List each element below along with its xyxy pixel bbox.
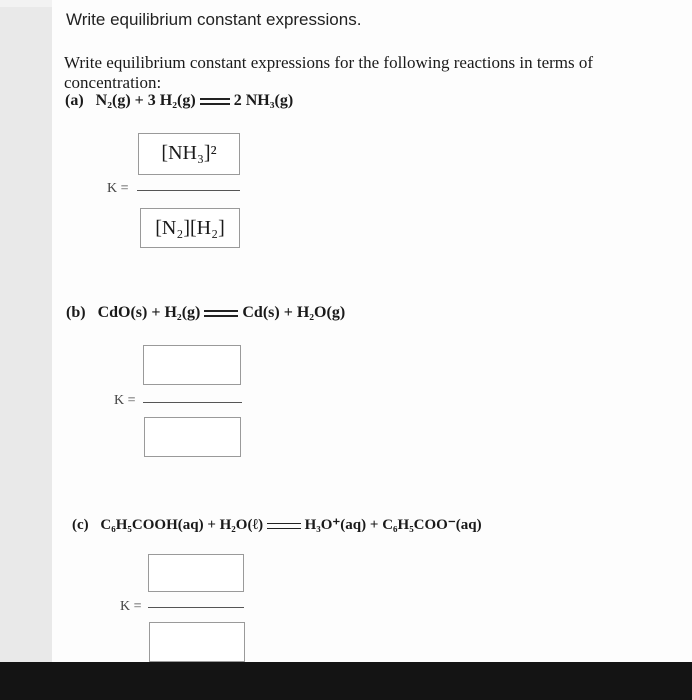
fraction-bar-a [137,190,240,191]
equilibrium-arrow-icon [200,96,230,106]
k-label-c: K = [120,599,142,614]
reaction-c-products: H₃O⁺(aq) + C₆H₅COO⁻(aq) [304,517,482,533]
bottom-bar [0,662,692,700]
instructions-text: Write equilibrium constant expressions for the following reactions in terms of concentration: [64,53,594,92]
numerator-input-c[interactable] [148,554,244,592]
reaction-a-products: 2 NH₃(g) [233,92,294,109]
denominator-input-a[interactable] [140,208,240,248]
denominator-input-b[interactable] [144,417,241,457]
equilibrium-arrow-icon [267,521,301,531]
reaction-b-label: (b) [66,304,86,321]
k-label-b: K = [114,393,136,408]
reaction-b-reactants: CdO(s) + H₂(g) [97,304,201,321]
fraction-bar-b [143,402,242,403]
reaction-a-label: (a) [65,92,84,109]
reaction-c [72,515,482,534]
reaction-b [66,304,345,322]
numerator-text-a: [NH₃]² [161,142,217,164]
reaction-a-reactants: N₂(g) + 3 H₂(g) [95,92,196,109]
denominator-input-c[interactable] [149,622,245,662]
reaction-a [65,92,293,110]
numerator-input-a[interactable] [138,133,240,175]
denominator-text-a: [N₂][H₂] [155,217,225,239]
reaction-b-products: Cd(s) + H₂O(g) [242,304,346,321]
numerator-input-b[interactable] [143,345,241,385]
fraction-bar-c [148,607,244,608]
reaction-c-label: (c) [72,517,89,533]
reaction-c-reactants: C₆H₅COOH(aq) + H₂O(ℓ) [100,517,264,533]
k-label-a: K = [107,181,129,196]
page-title: Write equilibrium constant expressions. [66,10,362,29]
equilibrium-arrow-icon [204,308,238,318]
